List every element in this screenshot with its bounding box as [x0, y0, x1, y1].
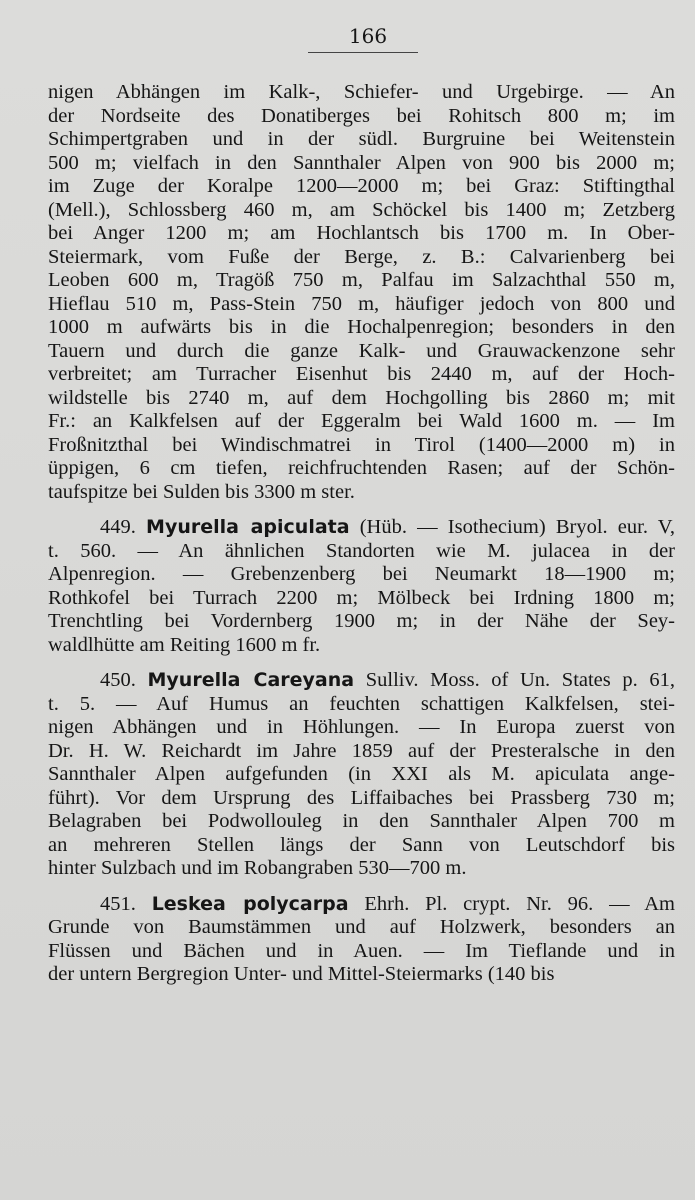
text-line: Leoben 600 m, Tragöß 750 m, Palfau im Salzachthal 550 m,: [48, 269, 675, 291]
text-line: Schimpertgraben und in der südl. Burgruine bei Weitenstein: [48, 128, 675, 150]
entry-number: 451.: [100, 892, 136, 915]
text-line: Sannthaler Alpen aufgefunden (in XXI als M. apiculata ange-: [48, 763, 675, 785]
text-line: Alpenregion. — Grebenzenberg bei Neumarkt 18—1900 m;: [48, 563, 675, 585]
text-line: waldlhütte am Reiting 1600 m fr.: [48, 633, 321, 656]
text-line: nigen Abhängen und in Höhlungen. — In Europa zuerst von: [48, 716, 675, 738]
species-name: Myurella Careyana: [147, 669, 355, 691]
text-line: Fr.: an Kalkfelsen auf der Eggeralm bei Wald 1600 m. — Im: [48, 410, 675, 432]
text-line: t. 5. — Auf Humus an feuchten schattigen Kalkfelsen, stei-: [48, 692, 675, 715]
text-line: im Zuge der Koralpe 1200—2000 m; bei Graz: Stiftingthal: [48, 175, 675, 197]
text-line: Steiermark, vom Fuße der Berge, z. B.: Calvarienberg bei: [48, 245, 675, 268]
page-number: 166: [348, 24, 388, 48]
text-line: wildstelle bis 2740 m, auf dem Hochgolling bis 2860 m; mit: [48, 386, 675, 409]
page-text: [48, 81, 675, 987]
text-line: taufspitze bei Sulden bis 3300 m ster.: [48, 480, 355, 503]
entry-number: 450.: [100, 669, 136, 691]
text-line: verbreitet; am Turracher Eisenhut bis 2440 m, auf der Hoch-: [48, 363, 675, 385]
text-line: hinter Sulzbach und im Robangraben 530—700 m.: [48, 857, 467, 879]
text-line: Dr. H. W. Reichardt im Jahre 1859 auf der Presteralsche in den: [48, 739, 675, 762]
author-reference: (Hüb. — Isothecium) Bryol. eur. V,: [359, 516, 676, 538]
entry-number: 449.: [100, 516, 136, 538]
species-entry-449: [48, 516, 675, 657]
text-line: üppigen, 6 cm tiefen, reichfruchtenden Rasen; auf der Schön-: [48, 457, 675, 479]
continued-paragraph: [48, 81, 675, 504]
text-line: Tauern und durch die ganze Kalk- und Grauwackenzone sehr: [48, 339, 675, 362]
author-reference: Sulliv. Moss. of Un. States p. 61,: [365, 669, 675, 691]
species-name: Leskea polycarpa: [151, 892, 349, 915]
species-entry-450: [48, 669, 675, 881]
text-line: an mehreren Stellen längs der Sann von Leutschdorf bis: [48, 833, 675, 856]
text-line: Hieflau 510 m, Pass-Stein 750 m, häufiger jedoch von 800 und: [48, 292, 675, 315]
text-line: (Mell.), Schlossberg 460 m, am Schöckel bis 1400 m; Zetzberg: [48, 198, 675, 221]
text-line: Rothkofel bei Turrach 2200 m; Mölbeck bei Irdning 1800 m;: [48, 586, 675, 609]
text-line: t. 560. — An ähnlichen Standorten wie M. julacea in der: [48, 539, 675, 562]
entry-heading-line: [48, 893, 675, 917]
text-line: Froßnitzthal bei Windischmatrei in Tirol (1400—2000 m) in: [48, 433, 675, 456]
entry-heading-line: [48, 516, 675, 540]
text-line: der untern Bergregion Unter- und Mittel-Steiermarks (140 bis: [48, 963, 555, 985]
page-number-rule: [308, 52, 418, 53]
text-line: 500 m; vielfach in den Sannthaler Alpen von 900 bis 2000 m;: [48, 151, 675, 174]
text-line: führt). Vor dem Ursprung des Liffaibaches bei Prassberg 730 m;: [48, 786, 675, 809]
text-line: der Nordseite des Donatiberges bei Rohitsch 800 m; im: [48, 104, 675, 127]
text-line: Flüssen und Bächen und in Auen. — Im Tieflande und in: [48, 939, 675, 962]
text-line: 1000 m aufwärts bis in die Hochalpenregion; besonders in den: [48, 316, 675, 338]
species-name: Myurella apiculata: [146, 516, 350, 538]
text-line: bei Anger 1200 m; am Hochlantsch bis 1700 m. In Ober-: [48, 222, 675, 244]
text-line: Belagraben bei Podwollouleg in den Sannthaler Alpen 700 m: [48, 810, 675, 832]
text-line: nigen Abhängen im Kalk-, Schiefer- und Urgebirge. — An: [48, 81, 675, 103]
text-line: Trenchtling bei Vordernberg 1900 m; in der Nähe der Sey-: [48, 610, 675, 632]
text-line: Grunde von Baumstämmen und auf Holzwerk, besonders an: [48, 916, 675, 938]
species-entry-451: [48, 893, 675, 987]
author-reference: Ehrh. Pl. crypt. Nr. 96. — Am: [364, 892, 676, 915]
entry-heading-line: [48, 669, 675, 693]
